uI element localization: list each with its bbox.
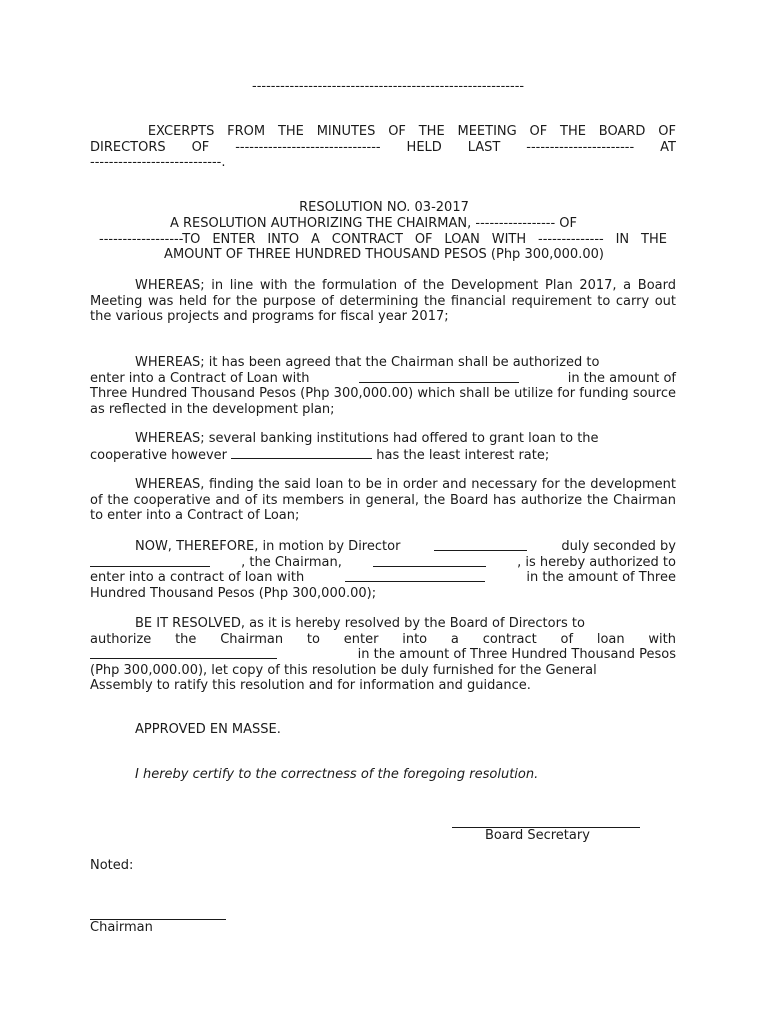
header-dashes: ---------------------------------------------------------- (252, 79, 525, 94)
whereas-paragraph-1: WHEREAS; in line with the formulation of the Development Plan 2017, a Board Meeting was held for the purpose of determining the financial requirement to carry out the various projects and programs for fiscal year 2017; (90, 278, 676, 324)
be-it-resolved-paragraph: BE IT RESOLVED, as it is hereby resolved by the Board of Directors to authorize the Chairman to enter into a contract of loan with in the amount of Three Hundred Thousand Pesos (Php 300,000.00), let copy of this resolution be duly furnished for the General Assembly to ratify this resolution and for information and guidance. (90, 616, 676, 693)
bank-blank (231, 447, 372, 459)
lender-blank-3 (90, 647, 277, 659)
whereas-paragraph-3: WHEREAS; several banking institutions had offered to grant loan to the cooperative however has the least interest rate; (90, 431, 599, 463)
lender-blank-2 (345, 570, 485, 582)
certification-statement: I hereby certify to the correctness of the foregoing resolution. (135, 767, 539, 782)
resolution-title-line-2: ------------------TO ENTER INTO A CONTRACT OF LOAN WITH -------------- IN THE (99, 232, 667, 247)
board-secretary-label: Board Secretary (485, 828, 590, 843)
whereas-paragraph-2-cont: Three Hundred Thousand Pesos (Php 300,000.00) which shall be utilize for funding source as reflected in the development plan; (90, 386, 676, 417)
excerpt-heading: EXCERPTS FROM THE MINUTES OF THE MEETING OF THE BOARD OF DIRECTORS OF ------------------------------- HELD LAST ----------------------- AT ----------------------------. (90, 124, 676, 170)
director-blank (434, 539, 527, 551)
chairman-name-blank (373, 555, 486, 567)
whereas-paragraph-4: WHEREAS, finding the said loan to be in order and necessary for the development of the cooperative and of its members in general, the Board has authorize the Chairman to enter into a Contract of Loan; (90, 477, 676, 523)
seconder-blank (90, 555, 210, 567)
resolution-title-line-1: A RESOLUTION AUTHORIZING THE CHAIRMAN, ----------------- OF (170, 216, 577, 231)
whereas-paragraph-2: WHEREAS; it has been agreed that the Chairman shall be authorized to enter into a Contract of Loan with in the amount of (90, 355, 676, 386)
approved-en-masse: APPROVED EN MASSE. (135, 722, 281, 737)
now-therefore-paragraph: NOW, THEREFORE, in motion by Director duly seconded by , the Chairman, , is hereby authorized to enter into a contract of loan with in the amount of Three Hundred Thousand Pesos (Php 300,000.00); (90, 539, 676, 601)
noted-label: Noted: (90, 858, 134, 873)
lender-blank (359, 371, 519, 383)
resolution-number: RESOLUTION NO. 03-2017 (299, 200, 469, 215)
chairman-label: Chairman (90, 920, 153, 935)
resolution-title-line-3: AMOUNT OF THREE HUNDRED THOUSAND PESOS (Php 300,000.00) (164, 247, 604, 262)
